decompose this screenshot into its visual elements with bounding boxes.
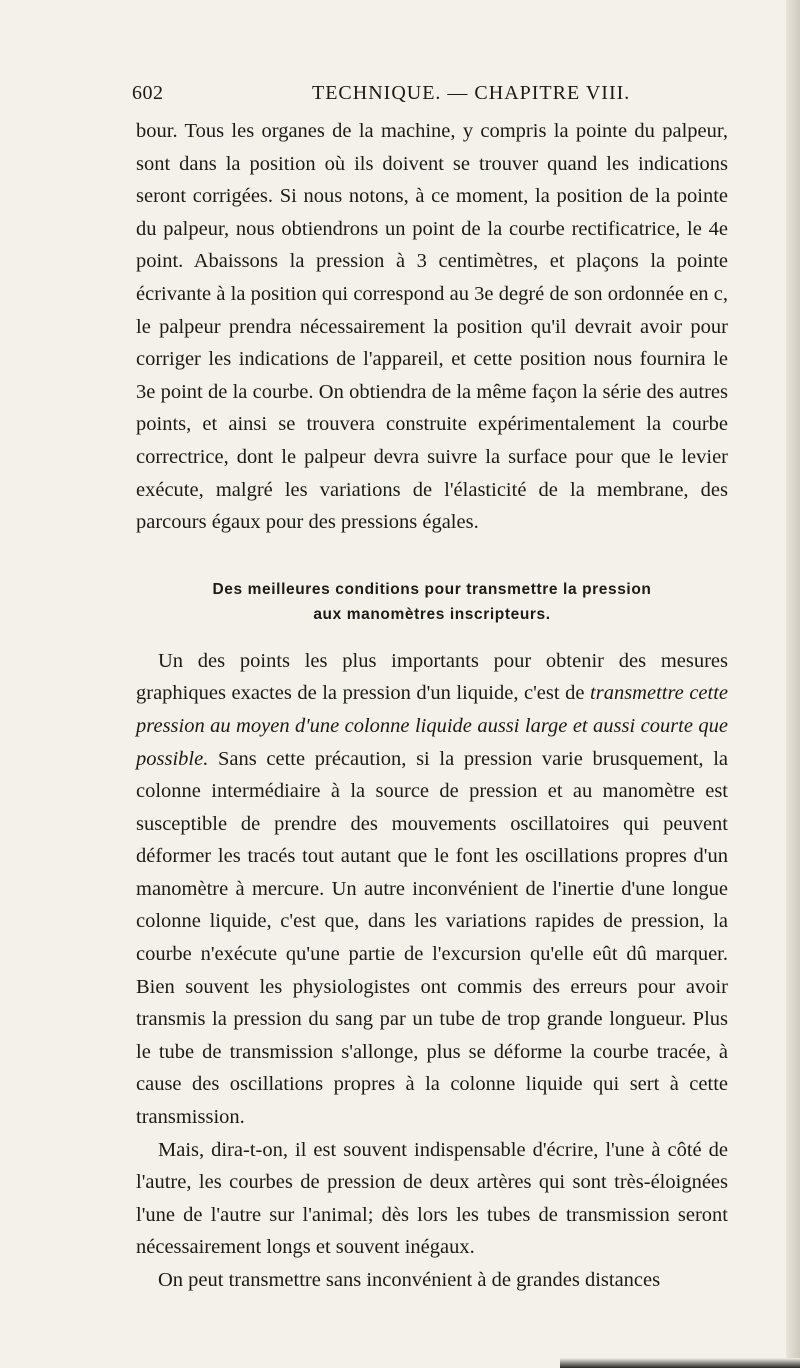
paragraph-objection: Mais, dira-t-on, il est souvent indispensable d'écrire, l'une à côté de l'autre, les courbes de pression de deux artères qui sont très-éloignées l'une de l'autre sur l'animal; dès lors les tubes de transmission seront nécessairement longs et souvent inégaux. — [136, 1138, 728, 1259]
page-header — [132, 82, 728, 112]
paragraph-final: On peut transmettre sans inconvénient à de grandes distances — [158, 1269, 661, 1291]
page-edge — [786, 0, 800, 1368]
paragraph-continuation: bour. Tous les organes de la machine, y compris la pointe du palpeur, sont dans la position où ils doivent se trouver quand les indications seront corrigées. Si nous notons, à ce moment, la position de la pointe du palpeur, nous obtiendrons un point de la courbe rectificatrice, le 4e point. Abaissons la pression à 3 centimètres, et plaçons la pointe écrivante à la position qui correspond au 3e degré de son ordonnée en c, le palpeur prendra nécessairement la position qu'il devrait avoir pour corriger les indications de l'appareil, et cette position nous fournira le 3e point de la courbe. On obtiendra de la même façon la série des autres points, et ainsi se trouvera construite expérimentalement la courbe correctrice, dont le palpeur devra suivre la surface pour que le levier exécute, malgré les variations de l'élasticité de la membrane, des parcours égaux pour des pressions égales. — [136, 120, 728, 534]
paragraph-transmission-start: Un des points les plus importants pour obtenir des mesures graphiques exactes de la pression d'un liquide, c'est de — [136, 649, 728, 705]
section-heading — [136, 577, 728, 627]
paragraph-transmission — [136, 645, 728, 1134]
body-text — [136, 115, 728, 1297]
page-number: 602 — [132, 82, 164, 104]
paragraph-transmission-italic: transmettre cette pression au moyen d'une colonne liquide aussi large et aussi courte que possible. — [136, 682, 729, 770]
running-head: TECHNIQUE. — CHAPITRE VIII. — [312, 82, 631, 104]
paragraph-transmission-end: Sans cette précaution, si la pression varie brusquement, la colonne intermédiaire à la source de pression et au manomètre est susceptible de prendre des mouvements oscillatoires qui peuvent déformer les tracés tout autant que le font les oscillations propres d'un manomètre à mercure. Un autre inconvénient de l'inertie d'une longue colonne liquide, c'est que, dans les variations rapides de pression, la courbe n'exécute qu'une partie de l'excursion qu'elle eût dû marquer. Bien souvent les physiologistes ont commis des erreurs pour avoir transmis la pression du sang par un tube de trop grande longueur. Plus le tube de transmission s'allonge, plus se déforme la courbe tracée, à cause des oscillations propres à la colonne liquide qui sert à cette transmission. — [136, 747, 728, 1129]
section-heading-line-2: aux manomètres inscripteurs. — [313, 605, 551, 623]
section-heading-line-1: Des meilleures conditions pour transmettre la pression — [212, 580, 652, 598]
page-bottom-shadow — [560, 1358, 800, 1368]
